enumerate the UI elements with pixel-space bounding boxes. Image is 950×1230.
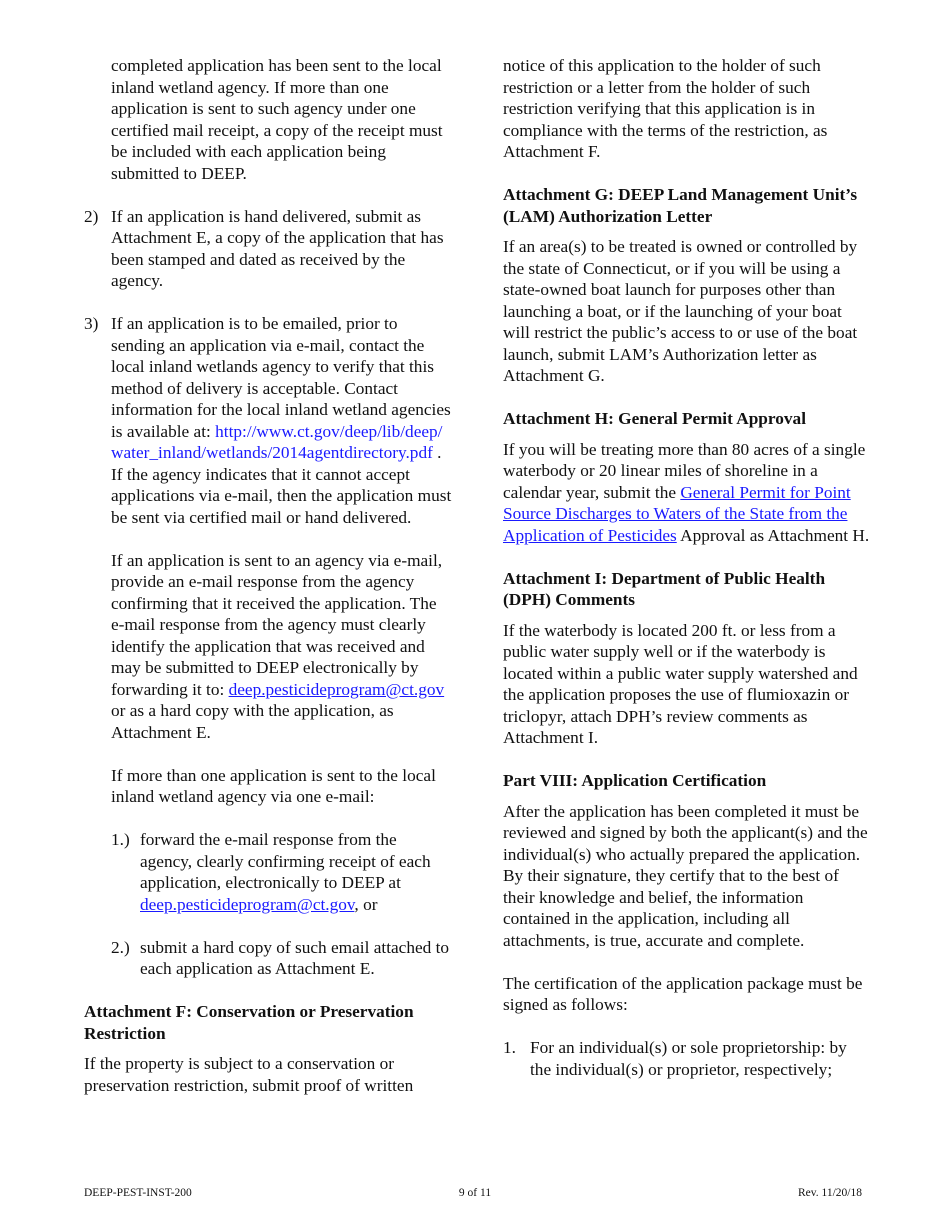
attachment-g-text: If an area(s) to be treated is owned or controlled by the state of Connecticut, or if you will be using a state-owned boat launch for purposes other than launching a boat, or if the launching of your boat will restrict the public’s access to or use of the boat launch, submit LAM’s Authorization letter as Attachment G. — [503, 237, 858, 385]
general-permit-link[interactable]: General Permit for Point Source Discharges to Waters of the State from the Application of Pesticides — [503, 482, 851, 545]
list-text: For an individual(s) or sole proprietorship: by the individual(s) or proprietor, respectively; — [530, 1038, 847, 1079]
email-link[interactable]: deep.pesticideprogram@ct.gov — [140, 894, 355, 914]
footer-page-number: 9 of 11 — [458, 1187, 492, 1199]
email-paragraph-text-end: or as a hard copy with the application, as Attachment E. — [111, 701, 394, 742]
list-item-2 — [84, 206, 452, 292]
sub-number: 1.) — [111, 830, 130, 849]
attachment-i-text: If the waterbody is located 200 ft. or less from a public water supply well or if the waterbody is located within a public water supply watershed and the application proposes the use of flumioxazin or triclopyr, attach DPH’s review comments as Attachment I. — [503, 620, 858, 747]
list-text: If an application is hand delivered, submit as Attachment E, a copy of the application that has been stamped and dated as received by the agency. — [111, 206, 444, 290]
attachment-f-text: If the property is subject to a conservation or preservation restriction, submit proof of written — [84, 1054, 414, 1095]
email-link[interactable]: deep.pesticideprogram@ct.gov — [228, 679, 445, 699]
attachment-f-heading: Attachment F: Conservation or Preservation Restriction — [84, 1002, 414, 1043]
attachment-i-heading: Attachment I: Department of Public Health (DPH) Comments — [503, 568, 826, 609]
left-column — [84, 55, 452, 1096]
sub-text: submit a hard copy of such email attached to each application as Attachment E. — [140, 937, 450, 978]
part-viii-text: After the application has been completed it must be reviewed and signed by both the applicant(s) and the individual(s) who actually prepared the application. By their signature, they certify that to the best of their knowledge and belief, the information contained in the application, including all attachments, is true, accurate and complete. — [503, 801, 868, 950]
sub-text-end: , or — [354, 894, 378, 914]
continued-paragraph: completed application has been sent to the local inland wetland agency. If more than one application is sent to such agency under one certified mail receipt, a copy of the receipt must be included with each application being submitted to DEEP. — [111, 56, 443, 183]
attachment-h-text-end: Approval as Attachment H. — [676, 525, 870, 545]
sub-item-2 — [84, 937, 452, 980]
attachment-h-text-start: If you will be treating more than 80 acres of a single waterbody or 20 linear miles of shoreline in a calendar year, submit the — [503, 439, 866, 502]
attachment-g-heading: Attachment G: DEEP Land Management Unit’s (LAM) Authorization Letter — [503, 185, 858, 226]
part-viii-heading: Part VIII: Application Certification — [503, 771, 767, 790]
list-text-continued: . If the agency indicates that it cannot accept applications via e-mail, then the application must be sent via certified mail or hand delivered. — [111, 443, 452, 527]
certification-item-1 — [503, 1037, 871, 1080]
sub-item-1 — [84, 829, 452, 915]
certification-paragraph: The certification of the application package must be signed as follows: — [503, 973, 863, 1014]
list-number: 3) — [84, 314, 99, 333]
sub-number: 2.) — [111, 937, 130, 957]
attachment-h-text — [503, 439, 871, 547]
list-item-3 — [84, 313, 452, 528]
attachment-h-heading: Attachment H: General Permit Approval — [503, 409, 807, 428]
list-number: 1. — [503, 1038, 516, 1057]
email-paragraph-text: If an application is sent to an agency via e-mail, provide an e-mail response from the agency confirming that it received the application. The e-mail response from the agency must clearly identify the application that was received and may be submitted to DEEP electronically by forwarding it to: — [111, 550, 443, 699]
footer-doc-id: DEEP-PEST-INST-200 — [84, 1187, 192, 1199]
wetland-directory-link[interactable]: http://www.ct.gov/deep/lib/deep/water_inland/wetlands/2014agentdirectory.pdf — [111, 421, 443, 462]
email-paragraph — [84, 550, 452, 744]
list-number: 2) — [84, 206, 99, 226]
footer-revision: Rev. 11/20/18 — [798, 1187, 862, 1199]
sub-text: forward the e-mail response from the agency, clearly confirming receipt of each application, electronically to DEEP at — [140, 830, 431, 892]
right-column — [503, 55, 871, 1102]
multi-application-paragraph: If more than one application is sent to the local inland wetland agency via one e-mail: — [111, 765, 436, 806]
continued-paragraph: notice of this application to the holder of such restriction or a letter from the holder of such restriction verifying that this application is in compliance with the terms of the restriction, as Attachment F. — [503, 56, 828, 161]
list-text: If an application is to be emailed, prior to sending an application via e-mail, contact the local inland wetlands agency to verify that this method of delivery is acceptable. Contact information for the local inland wetland agencies is available at: — [111, 314, 451, 441]
